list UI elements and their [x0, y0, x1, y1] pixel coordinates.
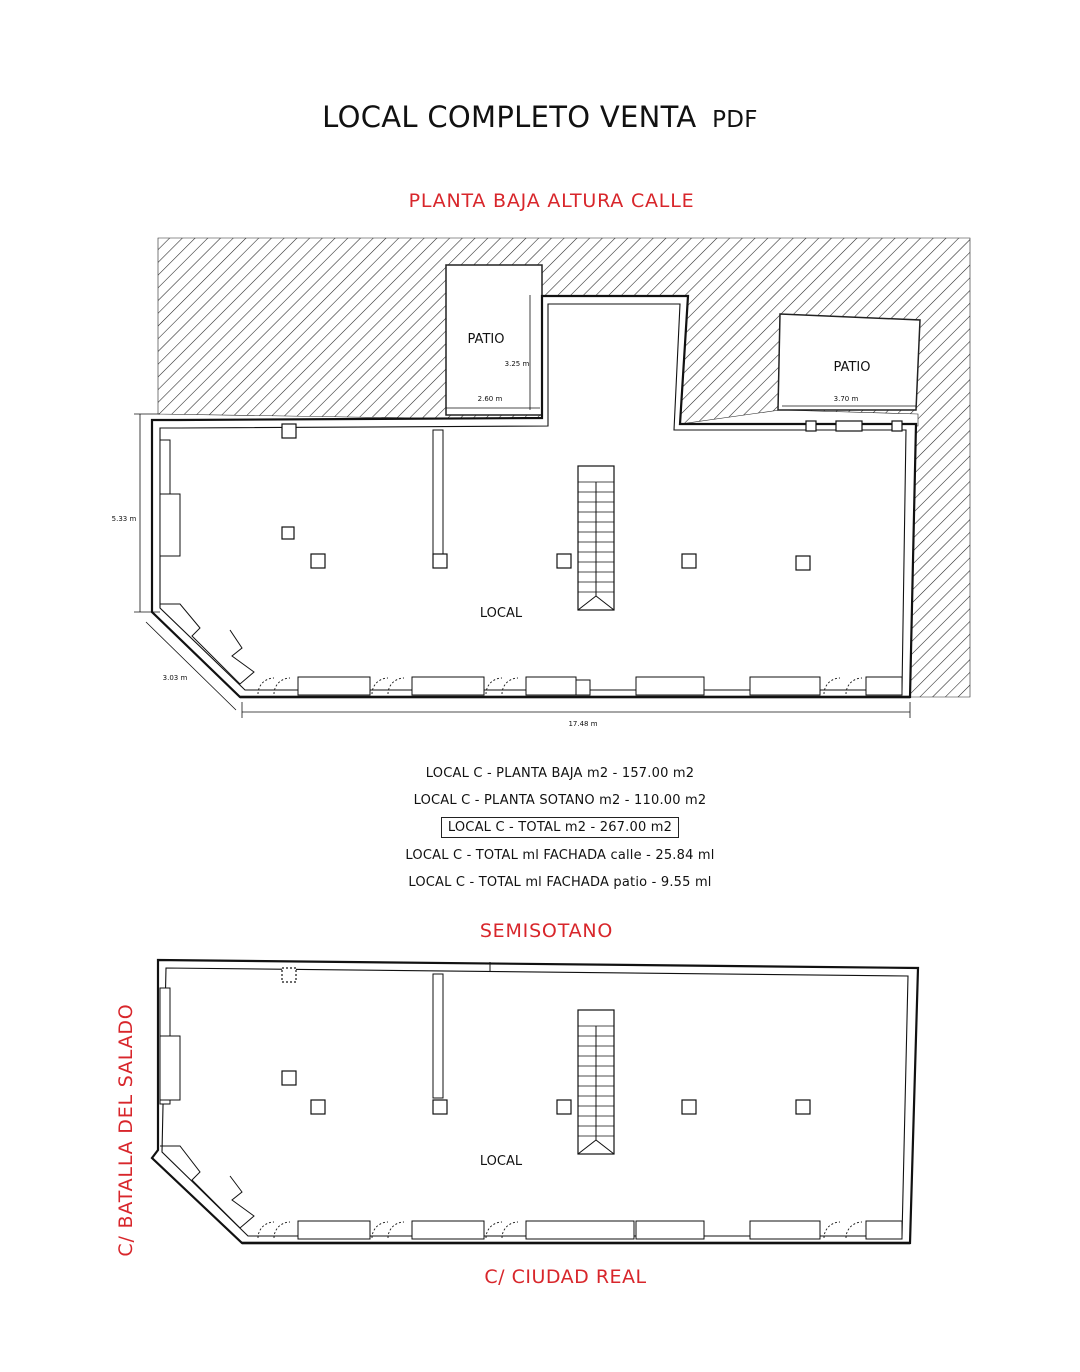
stairs-ground	[578, 466, 614, 610]
basement-room-label: LOCAL	[479, 1154, 523, 1169]
dim-facade-length: 17.48 m	[568, 720, 598, 728]
stairs-basement	[578, 1010, 614, 1154]
dim-patio-left-width: 2.60 m	[477, 395, 503, 403]
basement-heading: SEMISOTANO	[479, 920, 614, 942]
basement-facade-openings	[258, 1221, 902, 1239]
title-main: LOCAL COMPLETO VENTA	[322, 100, 697, 134]
dim-corner-wall: 3.03 m	[162, 674, 188, 682]
dim-patio-left-height: 3.25 m	[504, 360, 530, 368]
patio-right-label: PATIO	[833, 360, 871, 375]
summary-line-basement: LOCAL C - PLANTA SOTANO m2 - 110.00 m2	[413, 793, 707, 808]
summary-line-facade-street: LOCAL C - TOTAL ml FACHADA calle - 25.84 ml	[405, 848, 715, 863]
ground-facade-openings	[258, 677, 902, 695]
partition-wall	[433, 430, 443, 554]
street-bottom-label: C/ CIUDAD REAL	[484, 1266, 647, 1288]
street-left-label: C/ BATALLA DEL SALADO	[115, 1003, 137, 1257]
ground-floor-heading: PLANTA BAJA ALTURA CALLE	[408, 190, 695, 212]
summary-line-facade-patio: LOCAL C - TOTAL ml FACHADA patio - 9.55 ml	[408, 875, 712, 890]
ground-room-label: LOCAL	[479, 606, 523, 621]
title-suffix: PDF	[712, 107, 758, 133]
summary-total-text: LOCAL C - TOTAL m2 - 267.00 m2	[441, 817, 679, 838]
basement-partition-wall	[433, 974, 443, 1098]
basement-plan	[152, 960, 918, 1243]
dim-left-wall: 5.33 m	[111, 515, 137, 523]
ground-floor-plan	[112, 238, 970, 728]
dim-patio-right-width: 3.70 m	[833, 395, 859, 403]
patio-left-label: PATIO	[467, 332, 505, 347]
summary-line-ground: LOCAL C - PLANTA BAJA m2 - 157.00 m2	[425, 766, 695, 781]
